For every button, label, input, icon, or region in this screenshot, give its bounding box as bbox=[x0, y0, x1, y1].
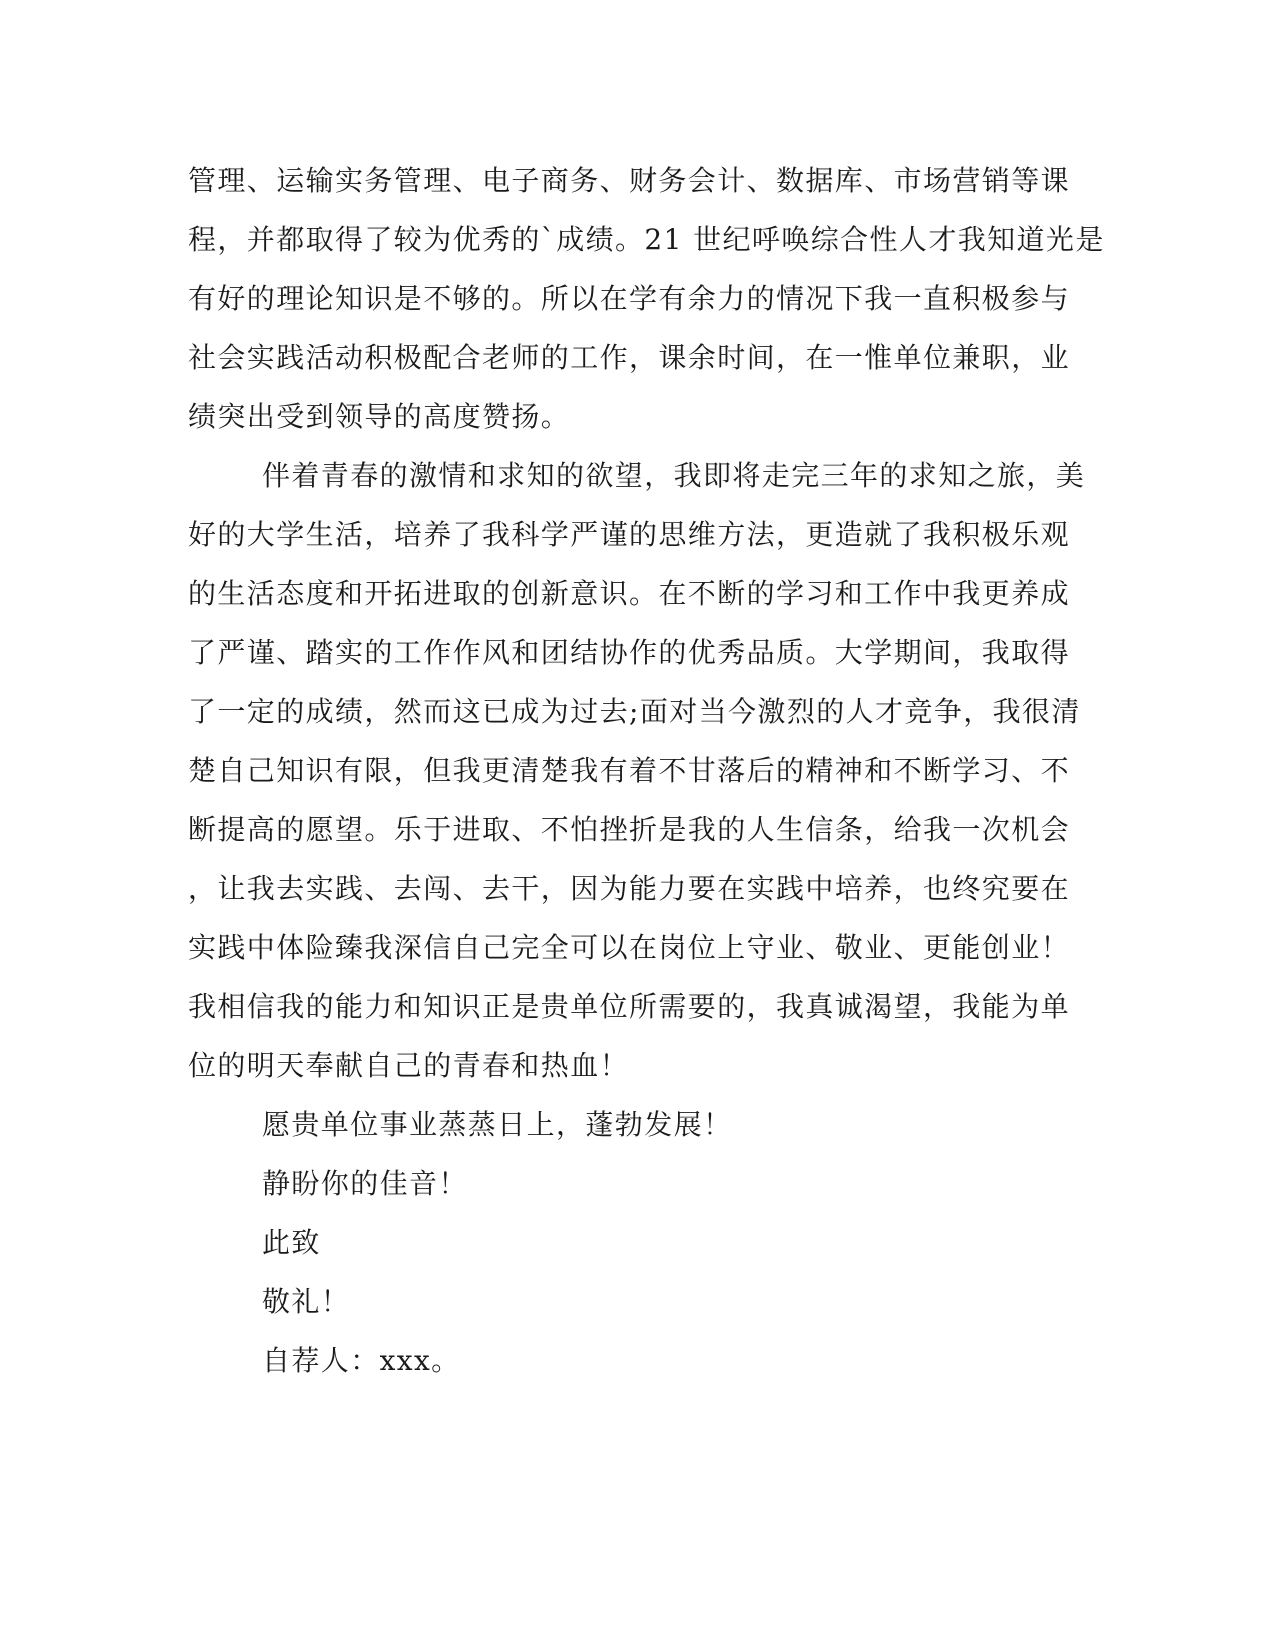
closing-wish: 愿贵单位事业蒸蒸日上，蓬勃发展！ bbox=[262, 1108, 733, 1141]
text-line: ，让我去实践、去闯、去干，因为能力要在实践中培养，也终究要在 bbox=[188, 872, 1071, 905]
text-line: 断提高的愿望。乐于进取、不怕挫折是我的人生信条，给我一次机会 bbox=[188, 813, 1071, 846]
closing-salutation-1: 此致 bbox=[262, 1226, 321, 1259]
text-line: 程，并都取得了较为优秀的`成绩。21 世纪呼唤综合性人才我知道光是 bbox=[188, 223, 1105, 256]
text-line: 绩突出受到领导的高度赞扬。 bbox=[188, 400, 571, 433]
text-line: 有好的理论知识是不够的。所以在学有余力的情况下我一直积极参与 bbox=[188, 282, 1071, 315]
text-line: 楚自己知识有限，但我更清楚我有着不甘落后的精神和不断学习、不 bbox=[188, 754, 1071, 787]
text-line: 实践中体险臻我深信自己完全可以在岗位上守业、敬业、更能创业！ bbox=[188, 931, 1071, 964]
signature: 自荐人：xxx。 bbox=[262, 1344, 461, 1377]
text-line: 社会实践活动积极配合老师的工作，课余时间，在一惟单位兼职，业 bbox=[188, 341, 1071, 374]
text-line: 管理、运输实务管理、电子商务、财务会计、数据库、市场营销等课 bbox=[188, 164, 1071, 197]
closing-salutation-2: 敬礼！ bbox=[262, 1285, 351, 1318]
text-line: 了严谨、踏实的工作作风和团结协作的优秀品质。大学期间，我取得 bbox=[188, 636, 1071, 669]
text-line: 的生活态度和开拓进取的创新意识。在不断的学习和工作中我更养成 bbox=[188, 577, 1071, 610]
closing-await: 静盼你的佳音！ bbox=[262, 1167, 468, 1200]
text-line: 位的明天奉献自己的青春和热血！ bbox=[188, 1049, 630, 1082]
text-line: 我相信我的能力和知识正是贵单位所需要的，我真诚渴望，我能为单 bbox=[188, 990, 1071, 1023]
text-line: 伴着青春的激情和求知的欲望，我即将走完三年的求知之旅，美 bbox=[262, 459, 1086, 492]
text-line: 了一定的成绩，然而这已成为过去;面对当今激烈的人才竞争，我很清 bbox=[188, 695, 1081, 728]
text-line: 好的大学生活，培养了我科学严谨的思维方法，更造就了我积极乐观 bbox=[188, 518, 1071, 551]
